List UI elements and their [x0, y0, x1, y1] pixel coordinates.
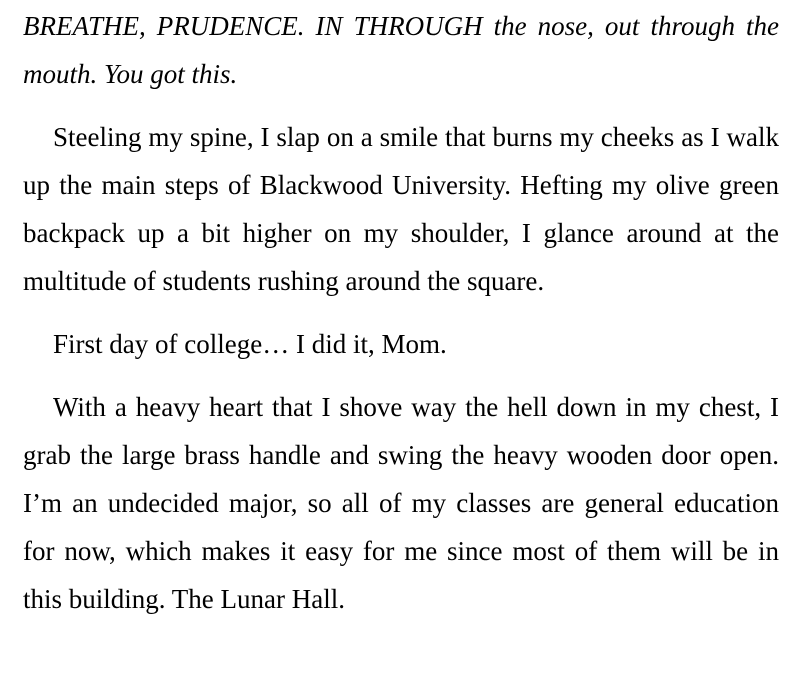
document-page [23, 2, 779, 623]
paragraph-first-day: First day of college… I did it, Mom. [53, 329, 447, 359]
paragraph-steps: Steeling my spine, I slap on a smile that burns my cheeks as I walk up the main steps of Blackwood University. Hefting my olive green backpack up a bit higher on my shoulder, I glance around at the multitude of students rushing around the square. [23, 122, 779, 296]
paragraph-opening: BREATHE, PRUDENCE. IN THROUGH the nose, out through the mouth. You got this. [23, 11, 779, 89]
paragraph-door: With a heavy heart that I shove way the hell down in my chest, I grab the large brass handle and swing the heavy wooden door open. I’m an undecided major, so all of my classes are general education for now, which makes it easy for me since most of them will be in this building. The Lunar Hall. [23, 392, 779, 614]
